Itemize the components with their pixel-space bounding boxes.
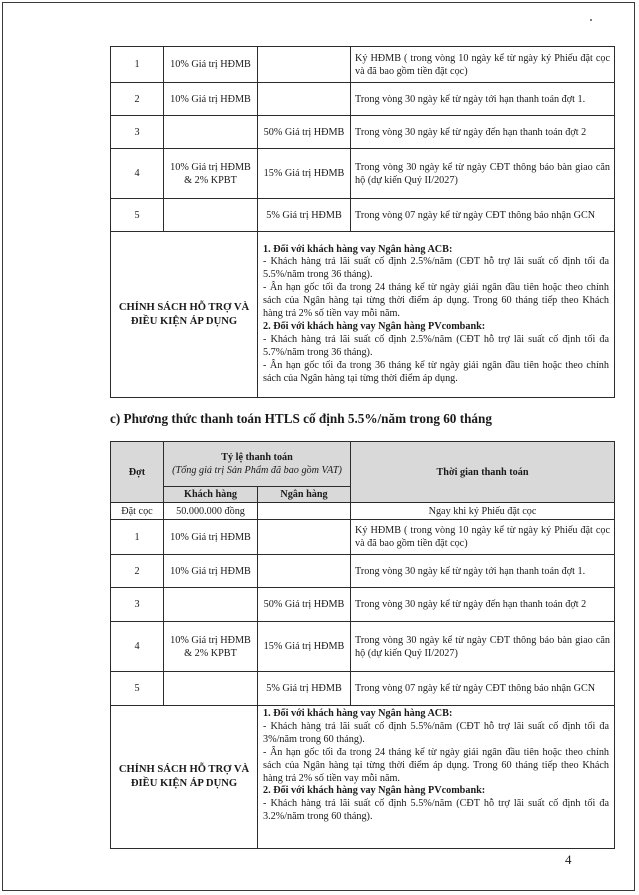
table-row (111, 520, 615, 555)
policy-line: 2. Đối với khách hàng vay Ngân hàng PVcombank: (263, 320, 486, 332)
policy-line: - Khách hàng trả lãi suất cố định 2.5%/năm (CĐT hỗ trợ lãi suất cố định tối đa 5.7%/năm trong 36 tháng). (263, 333, 609, 358)
policy-line: - Ân hạn gốc tối đa trong 36 tháng kể từ ngày giải ngân đầu tiên hoặc theo chính sách của Ngân hàng tại từng thời điểm áp dụng. (263, 359, 609, 384)
bank-share (258, 83, 351, 116)
policy-line: 1. Đối với khách hàng vay Ngân hàng ACB: (263, 708, 453, 719)
table-row (111, 47, 615, 83)
deposit-time: Ngay khi ký Phiếu đặt cọc (351, 503, 615, 520)
bank-share (258, 47, 351, 83)
table-row (111, 588, 615, 622)
installment-number: 5 (111, 199, 164, 232)
policy-line: - Ân hạn gốc tối đa trong 24 tháng kể từ ngày giải ngân đầu tiên hoặc theo chính sách của Ngân hàng tại từng thời điểm áp dụng. Trong 60 tháng tiếp theo Khách hàng trả 2% số tiền vay mỗi năm. (263, 282, 609, 320)
table-row (111, 622, 615, 672)
section-c-heading: c) Phương thức thanh toán HTLS cố định 5.5%/năm trong 60 tháng (110, 411, 492, 426)
installment-number: 5 (111, 672, 164, 706)
policy-content (258, 232, 615, 398)
table-row (111, 555, 615, 588)
table-row (111, 672, 615, 706)
bank-share (258, 520, 351, 555)
scan-speck (590, 19, 592, 21)
customer-share (164, 588, 258, 622)
installment-number: 1 (111, 520, 164, 555)
customer-share (164, 116, 258, 149)
customer-share: 10% Giá trị HĐMB & 2% KPBT (164, 622, 258, 672)
payment-table-b-body (111, 47, 615, 398)
payment-time: Trong vòng 30 ngày kể từ ngày CĐT thông báo bàn giao căn hộ (dự kiến Quý II/2027) (351, 622, 615, 672)
header-installment: Đợt (111, 442, 164, 503)
payment-time: Trong vòng 30 ngày kể từ ngày đến hạn thanh toán đợt 2 (351, 588, 615, 622)
policy-content (258, 706, 615, 849)
customer-share: 10% Giá trị HĐMB (164, 47, 258, 83)
deposit-bank (258, 503, 351, 520)
deposit-amount: 50.000.000 đồng (164, 503, 258, 520)
policy-line: - Khách hàng trả lãi suất cố định 5.5%/năm (CĐT hỗ trợ lãi suất cố định tối đa 3%/năm trong 60 tháng). (263, 720, 610, 745)
table-row (111, 83, 615, 116)
policy-title: CHÍNH SÁCH HỖ TRỢ VÀ ĐIỀU KIỆN ÁP DỤNG (111, 706, 258, 849)
header-bank: Ngân hàng (258, 487, 351, 503)
bank-share: 15% Giá trị HĐMB (258, 149, 351, 199)
payment-table-b (110, 46, 615, 398)
table-row (111, 116, 615, 149)
header-rate (164, 442, 351, 487)
header-time: Thời gian thanh toán (351, 442, 615, 503)
table-row (111, 149, 615, 199)
bank-share: 5% Giá trị HĐMB (258, 672, 351, 706)
installment-number: 2 (111, 555, 164, 588)
installment-number: 2 (111, 83, 164, 116)
policy-row (111, 706, 615, 849)
customer-share: 10% Giá trị HĐMB & 2% KPBT (164, 149, 258, 199)
header-customer: Khách hàng (164, 487, 258, 503)
payment-table-c (110, 441, 615, 849)
header-row (111, 442, 615, 487)
payment-time: Trong vòng 30 ngày kể từ ngày CĐT thông báo bàn giao căn hộ (dự kiến Quý II/2027) (351, 149, 615, 199)
payment-time: Trong vòng 07 ngày kể từ ngày CĐT thông báo nhận GCN (351, 672, 615, 706)
installment-number: 1 (111, 47, 164, 83)
policy-row (111, 232, 615, 398)
customer-share (164, 199, 258, 232)
payment-time: Trong vòng 30 ngày kể từ ngày tới hạn thanh toán đợt 1. (351, 83, 615, 116)
page-number: 4 (565, 852, 572, 867)
deposit-label: Đặt cọc (111, 503, 164, 520)
bank-share: 50% Giá trị HĐMB (258, 588, 351, 622)
payment-time: Trong vòng 30 ngày kể từ ngày tới hạn thanh toán đợt 1. (351, 555, 615, 588)
installment-number: 4 (111, 622, 164, 672)
bank-share: 50% Giá trị HĐMB (258, 116, 351, 149)
customer-share: 10% Giá trị HĐMB (164, 520, 258, 555)
table-row (111, 199, 615, 232)
bank-share: 5% Giá trị HĐMB (258, 199, 351, 232)
payment-time: Ký HĐMB ( trong vòng 10 ngày kể từ ngày ký Phiếu đặt cọc và đã bao gồm tiền đặt cọc) (351, 520, 615, 555)
deposit-row (111, 503, 615, 520)
payment-table-c-body (111, 442, 615, 849)
payment-time: Ký HĐMB ( trong vòng 10 ngày kể từ ngày ký Phiếu đặt cọc và đã bao gồm tiền đặt cọc) (351, 47, 615, 83)
policy-line: 2. Đối với khách hàng vay Ngân hàng PVcombank: (263, 785, 486, 797)
policy-title: CHÍNH SÁCH HỖ TRỢ VÀ ĐIỀU KIỆN ÁP DỤNG (111, 232, 258, 398)
customer-share: 10% Giá trị HĐMB (164, 555, 258, 588)
payment-time: Trong vòng 07 ngày kể từ ngày CĐT thông báo nhận GCN (351, 199, 615, 232)
policy-line: - Khách hàng trả lãi suất cố định 5.5%/năm (CĐT hỗ trợ lãi suất cố định tối đa 3.2%/năm trong 60 tháng). (263, 798, 610, 823)
policy-line: - Khách hàng trả lãi suất cố định 2.5%/năm (CĐT hỗ trợ lãi suất cố định tối đa 5.5%/năm trong 36 tháng). (263, 256, 609, 281)
header-rate-note: (Tổng giá trị Sản Phẩm đã bao gồm VAT) (172, 465, 342, 476)
bank-share (258, 555, 351, 588)
installment-number: 4 (111, 149, 164, 199)
payment-time: Trong vòng 30 ngày kể từ ngày đến hạn thanh toán đợt 2 (351, 116, 615, 149)
installment-number: 3 (111, 116, 164, 149)
customer-share: 10% Giá trị HĐMB (164, 83, 258, 116)
policy-line: 1. Đối với khách hàng vay Ngân hàng ACB: (263, 243, 453, 255)
installment-number: 3 (111, 588, 164, 622)
header-rate-title: Tỷ lệ thanh toán (221, 452, 293, 463)
policy-line: - Ân hạn gốc tối đa trong 24 tháng kể từ ngày giải ngân đầu tiên hoặc theo chính sách của Ngân hàng tại từng thời điểm áp dụng. Trong 60 tháng tiếp theo Khách hàng trả 2% số tiền vay mỗi năm. (263, 746, 610, 784)
customer-share (164, 672, 258, 706)
bank-share: 15% Giá trị HĐMB (258, 622, 351, 672)
